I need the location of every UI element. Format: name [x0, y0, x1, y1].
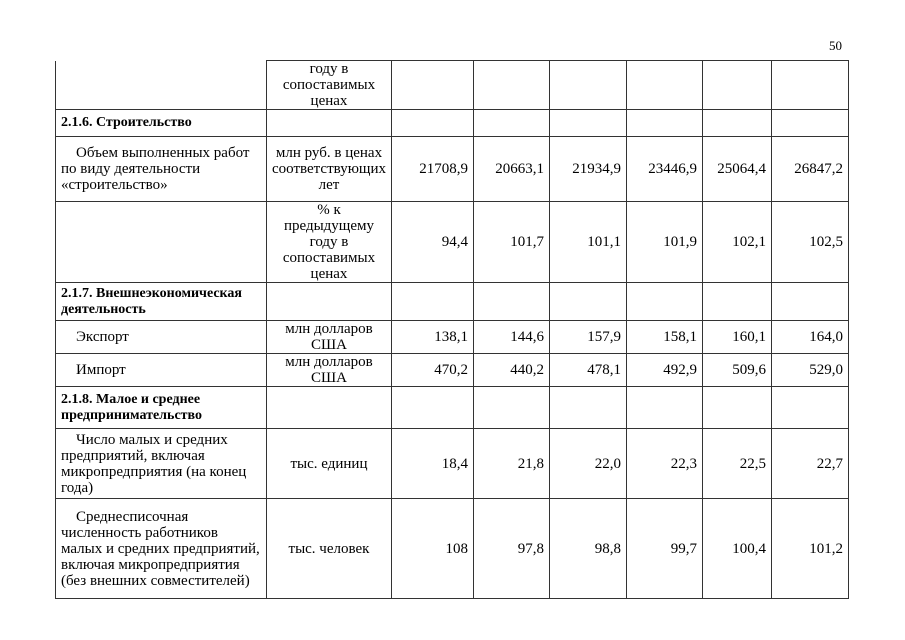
statistics-table — [55, 60, 849, 599]
empty-cell — [267, 110, 392, 137]
value-cell: 157,9 — [549, 321, 626, 354]
section-title: 2.1.7. Внешнеэкономическая деятельность — [56, 283, 267, 321]
empty-cell — [549, 387, 626, 429]
value-cell: 158,1 — [626, 321, 702, 354]
unit-cell: млн долларов США — [267, 354, 392, 387]
empty-cell — [702, 110, 771, 137]
empty-cell — [391, 283, 473, 321]
empty-cell — [549, 283, 626, 321]
section-row — [56, 283, 849, 321]
indicator-name — [56, 202, 267, 283]
unit-cell: тыс. человек — [267, 499, 392, 599]
value-cell: 164,0 — [771, 321, 848, 354]
unit-cell: % к предыдущему году в сопоставимых ценах — [267, 202, 392, 283]
value-cell: 138,1 — [391, 321, 473, 354]
value-cell — [626, 61, 702, 110]
indicator-name — [56, 61, 267, 110]
page-number: 50 — [829, 38, 842, 53]
empty-cell — [473, 283, 549, 321]
table-row — [56, 499, 849, 599]
value-cell: 101,2 — [771, 499, 848, 599]
value-cell — [549, 61, 626, 110]
value-cell: 101,7 — [473, 202, 549, 283]
unit-cell: млн долларов США — [267, 321, 392, 354]
indicator-name: Среднесписочная численность работников малых и средних предприятий, включая микропредприятия (без внешних совместителей) — [56, 499, 267, 599]
value-cell: 22,0 — [549, 429, 626, 499]
value-cell: 25064,4 — [702, 137, 771, 202]
value-cell: 21,8 — [473, 429, 549, 499]
section-title: 2.1.8. Малое и среднее предпринимательство — [56, 387, 267, 429]
value-cell: 478,1 — [549, 354, 626, 387]
value-cell: 108 — [391, 499, 473, 599]
table-row — [56, 61, 849, 110]
value-cell: 440,2 — [473, 354, 549, 387]
empty-cell — [702, 283, 771, 321]
value-cell: 99,7 — [626, 499, 702, 599]
value-cell: 102,5 — [771, 202, 848, 283]
empty-cell — [473, 110, 549, 137]
indicator-name: Экспорт — [56, 321, 267, 354]
empty-cell — [267, 387, 392, 429]
indicator-name: Число малых и средних предприятий, включая микропредприятия (на конец года) — [56, 429, 267, 499]
empty-cell — [771, 387, 848, 429]
empty-cell — [702, 387, 771, 429]
value-cell: 22,5 — [702, 429, 771, 499]
value-cell: 470,2 — [391, 354, 473, 387]
section-title: 2.1.6. Строительство — [56, 110, 267, 137]
value-cell — [702, 61, 771, 110]
section-row — [56, 387, 849, 429]
table-row — [56, 137, 849, 202]
value-cell: 98,8 — [549, 499, 626, 599]
value-cell: 23446,9 — [626, 137, 702, 202]
table-row — [56, 321, 849, 354]
table-row — [56, 429, 849, 499]
value-cell: 102,1 — [702, 202, 771, 283]
empty-cell — [771, 110, 848, 137]
empty-cell — [391, 110, 473, 137]
value-cell: 144,6 — [473, 321, 549, 354]
empty-cell — [267, 283, 392, 321]
value-cell: 509,6 — [702, 354, 771, 387]
value-cell: 100,4 — [702, 499, 771, 599]
value-cell: 492,9 — [626, 354, 702, 387]
empty-cell — [771, 283, 848, 321]
indicator-name: Импорт — [56, 354, 267, 387]
value-cell: 22,7 — [771, 429, 848, 499]
value-cell: 529,0 — [771, 354, 848, 387]
value-cell: 22,3 — [626, 429, 702, 499]
value-cell: 94,4 — [391, 202, 473, 283]
empty-cell — [473, 387, 549, 429]
unit-cell: млн руб. в ценах соответствующих лет — [267, 137, 392, 202]
value-cell — [771, 61, 848, 110]
value-cell — [473, 61, 549, 110]
empty-cell — [626, 387, 702, 429]
value-cell: 21934,9 — [549, 137, 626, 202]
value-cell: 20663,1 — [473, 137, 549, 202]
value-cell: 21708,9 — [391, 137, 473, 202]
value-cell: 18,4 — [391, 429, 473, 499]
empty-cell — [549, 110, 626, 137]
value-cell — [391, 61, 473, 110]
empty-cell — [626, 283, 702, 321]
value-cell: 97,8 — [473, 499, 549, 599]
value-cell: 101,9 — [626, 202, 702, 283]
section-row — [56, 110, 849, 137]
value-cell: 26847,2 — [771, 137, 848, 202]
table-row — [56, 354, 849, 387]
empty-cell — [626, 110, 702, 137]
unit-cell: году в сопоставимых ценах — [267, 61, 392, 110]
table-row — [56, 202, 849, 283]
value-cell: 101,1 — [549, 202, 626, 283]
unit-cell: тыс. единиц — [267, 429, 392, 499]
empty-cell — [391, 387, 473, 429]
value-cell: 160,1 — [702, 321, 771, 354]
indicator-name: Объем выполненных работ по виду деятельности «строительство» — [56, 137, 267, 202]
